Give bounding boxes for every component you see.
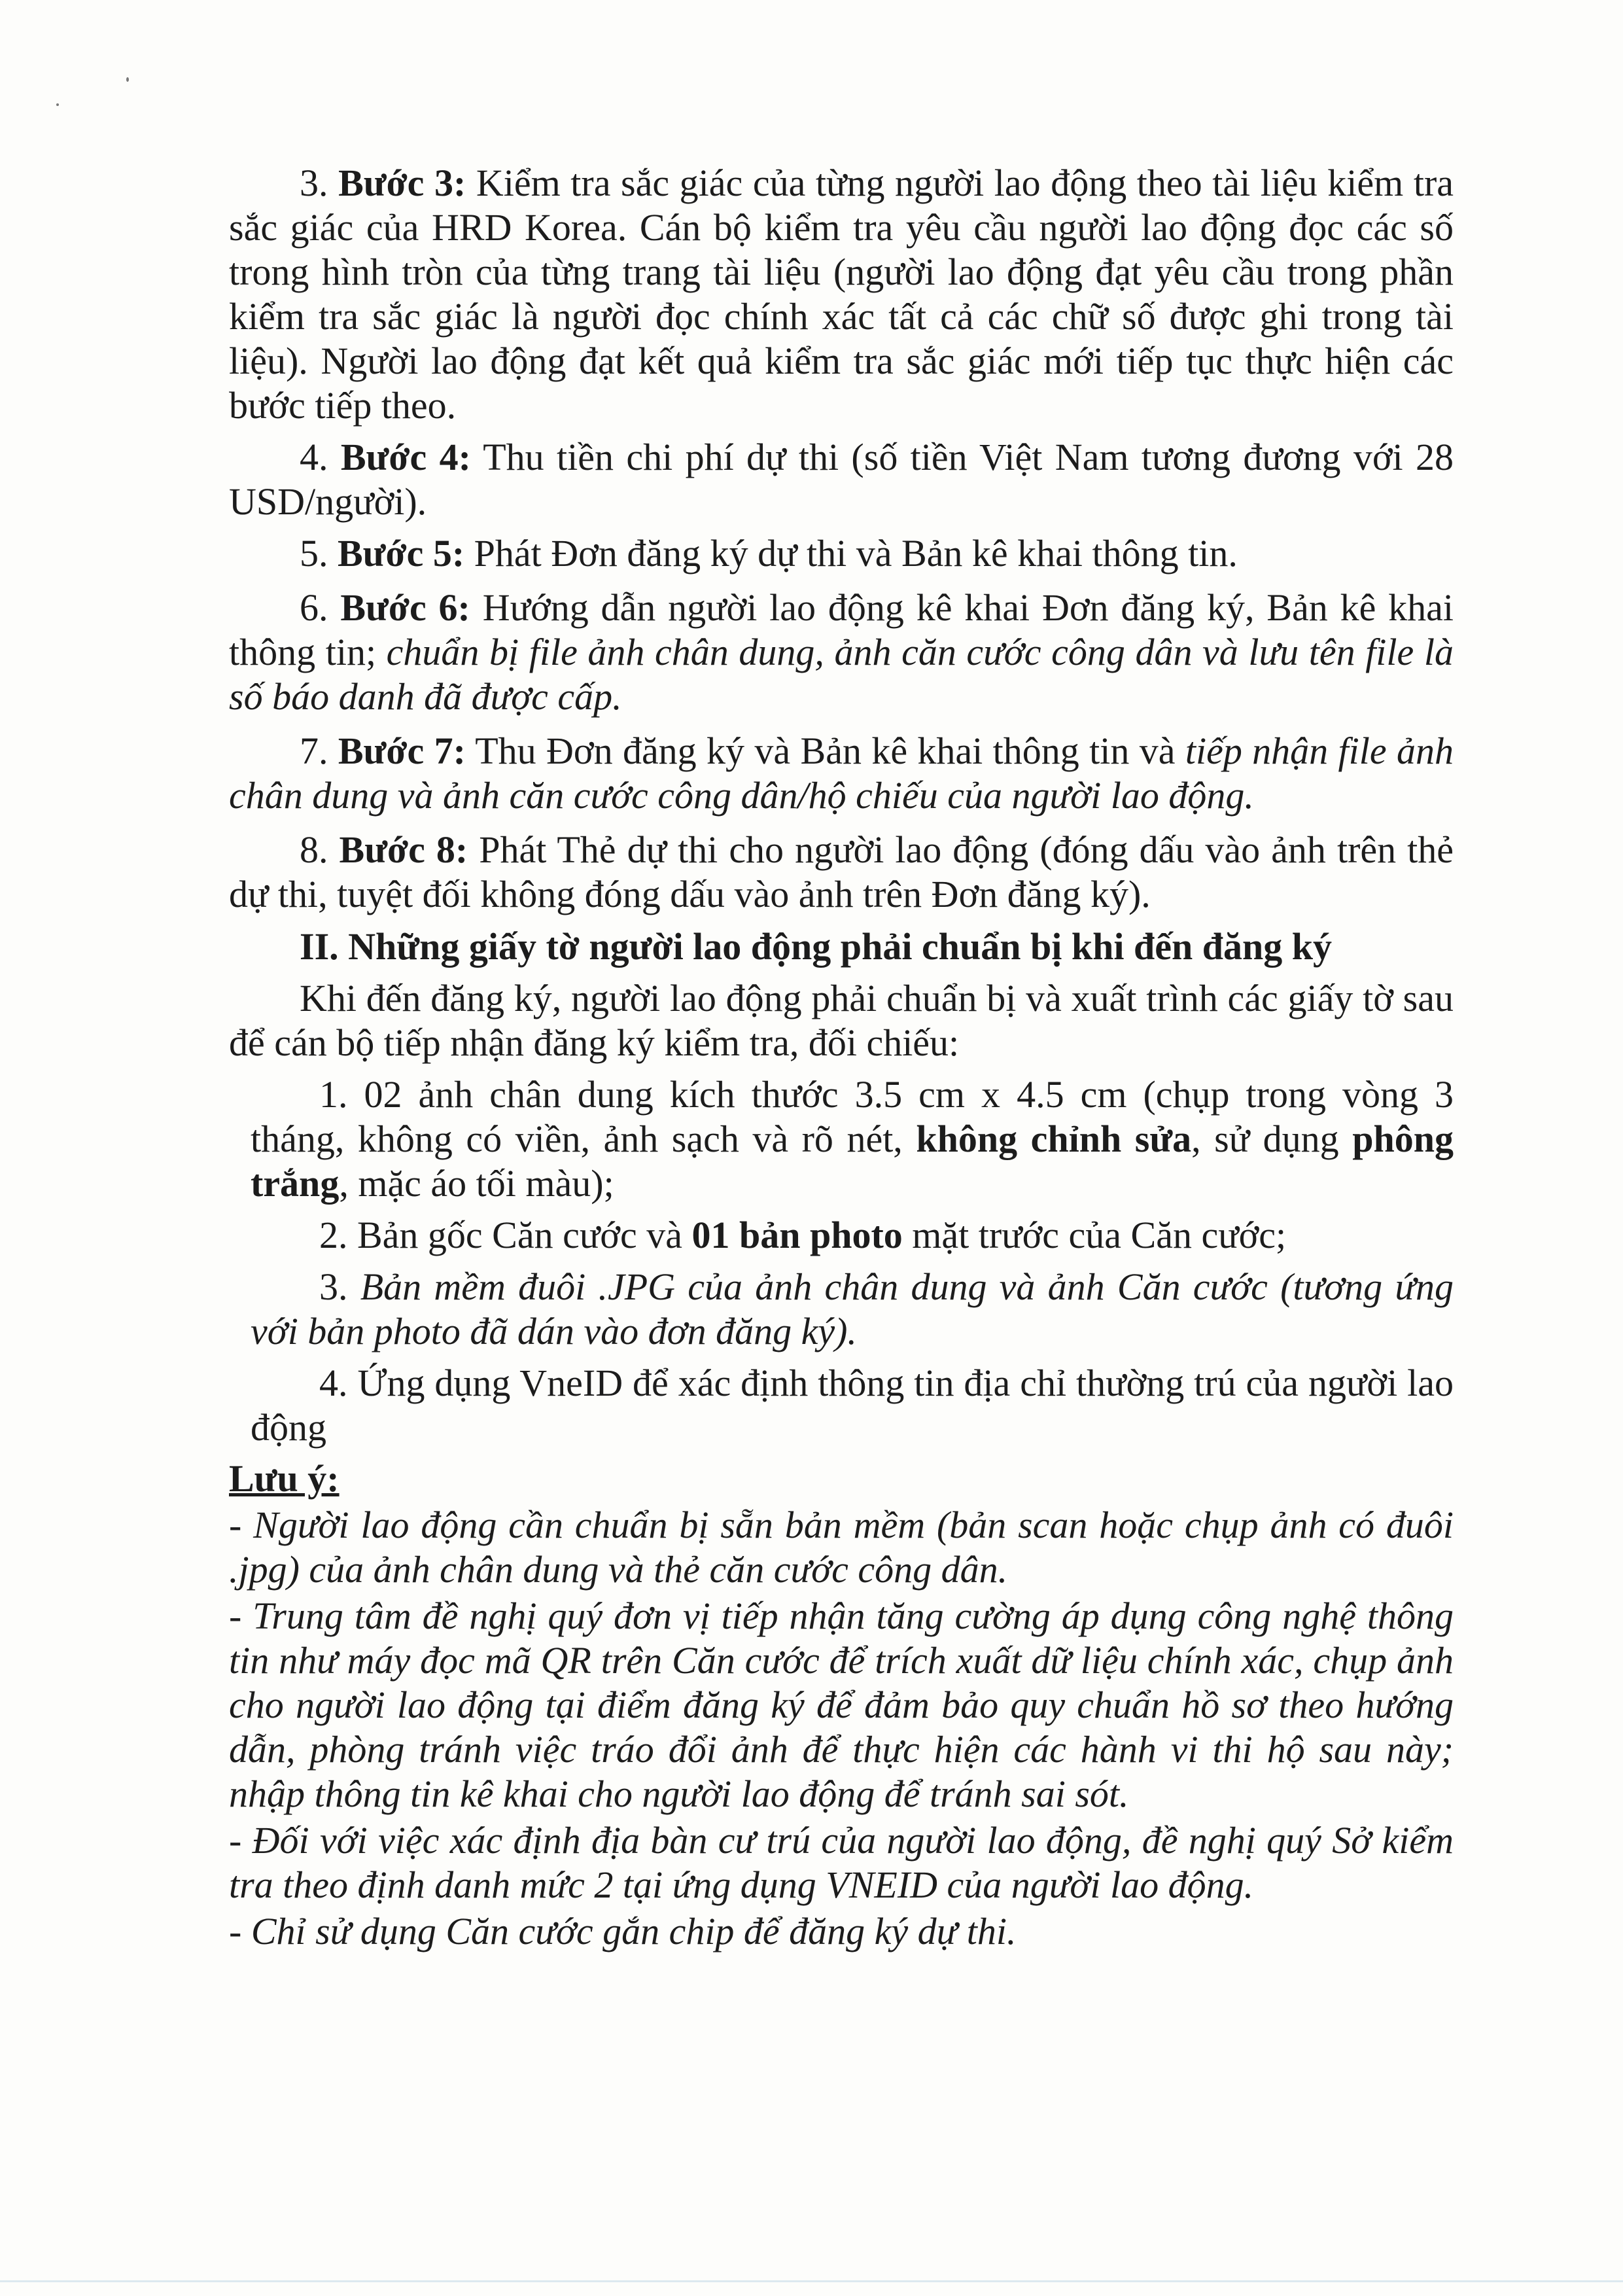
- section-heading: II. Những giấy tờ người lao động phải chuẩn bị khi đến đăng ký: [300, 925, 1332, 968]
- scan-speck: [56, 103, 59, 106]
- intro-paragraph: Khi đến đăng ký, người lao động phải chuẩn bị và xuất trình các giấy tờ sau để cán bộ tiếp nhận đăng ký kiểm tra, đối chiếu:: [229, 977, 1454, 1064]
- step-3: 3. Bước 3: Kiểm tra sắc giác của từng người lao động theo tài liệu kiểm tra sắc giác của HRD Korea. Cán bộ kiểm tra yêu cầu người lao động đọc các số trong hình tròn của từng trang tài liệu (người lao động đạt yêu cầu trong phần kiểm tra sắc giác là người đọc chính xác tất cả các chữ số được ghi trong tài liệu). Người lao động đạt kết quả kiểm tra sắc giác mới tiếp tục thực hiện các bước tiếp theo.: [229, 162, 1454, 427]
- step-label: Bước 4:: [340, 436, 471, 478]
- document-body: [229, 161, 1454, 1954]
- step-label: Bước 6:: [340, 586, 470, 629]
- required-item-4: 4. Ứng dụng VneID để xác định thông tin địa chỉ thường trú của người lao động: [251, 1362, 1454, 1449]
- required-item-3: 3. Bản mềm đuôi .JPG của ảnh chân dung và ảnh Căn cước (tương ứng với bản photo đã dán vào đơn đăng ký).: [251, 1265, 1454, 1352]
- step-label: Bước 8:: [339, 828, 468, 871]
- required-item-1: 1. 02 ảnh chân dung kích thước 3.5 cm x 4.5 cm (chụp trong vòng 3 tháng, không có viền, ảnh sạch và rõ nét, không chỉnh sửa, sử dụng phông trắng, mặc áo tối màu);: [251, 1073, 1454, 1205]
- required-item-2: 2. Bản gốc Căn cước và 01 bản photo mặt trước của Căn cước;: [319, 1214, 1287, 1256]
- note-item: - Đối với việc xác định địa bàn cư trú của người lao động, đề nghị quý Sở kiểm tra theo định danh mức 2 tại ứng dụng VNEID của người lao động.: [229, 1819, 1454, 1906]
- step-7: 7. Bước 7: Thu Đơn đăng ký và Bản kê khai thông tin và tiếp nhận file ảnh chân dung và ảnh căn cước công dân/hộ chiếu của người lao động.: [229, 730, 1454, 817]
- page-bottom-edge: [0, 2280, 1623, 2282]
- note-item: - Người lao động cần chuẩn bị sẵn bản mềm (bản scan hoặc chụp ảnh có đuôi .jpg) của ảnh chân dung và thẻ căn cước công dân.: [229, 1504, 1454, 1591]
- step-8: 8. Bước 8: Phát Thẻ dự thi cho người lao động (đóng dấu vào ảnh trên thẻ dự thi, tuyệt đối không đóng dấu vào ảnh trên Đơn đăng ký).: [229, 828, 1454, 915]
- note-title: Lưu ý:: [229, 1457, 340, 1500]
- note-item: - Trung tâm đề nghị quý đơn vị tiếp nhận tăng cường áp dụng công nghệ thông tin như máy đọc mã QR trên Căn cước để trích xuất dữ liệu chính xác, chụp ảnh cho người lao động tại điểm đăng ký để đảm bảo quy chuẩn hồ sơ theo hướng dẫn, phòng tránh việc tráo đổi ảnh để thực hiện các hành vi thi hộ sau này; nhập thông tin kê khai cho người lao động để tránh sai sót.: [229, 1595, 1454, 1815]
- step-5: 5. Bước 5: Phát Đơn đăng ký dự thi và Bản kê khai thông tin.: [300, 532, 1238, 574]
- step-6: 6. Bước 6: Hướng dẫn người lao động kê khai Đơn đăng ký, Bản kê khai thông tin; chuẩn bị file ảnh chân dung, ảnh căn cước công dân và lưu tên file là số báo danh đã được cấp.: [229, 586, 1454, 718]
- step-4: 4. Bước 4: Thu tiền chi phí dự thi (số tiền Việt Nam tương đương với 28 USD/người).: [229, 436, 1454, 523]
- step-label: Bước 5:: [338, 532, 465, 574]
- note-item: - Chỉ sử dụng Căn cước gắn chip để đăng ký dự thi.: [229, 1910, 1017, 1952]
- step-label: Bước 7:: [338, 730, 466, 772]
- scan-speck: [126, 77, 129, 82]
- step-label: Bước 3:: [338, 162, 466, 204]
